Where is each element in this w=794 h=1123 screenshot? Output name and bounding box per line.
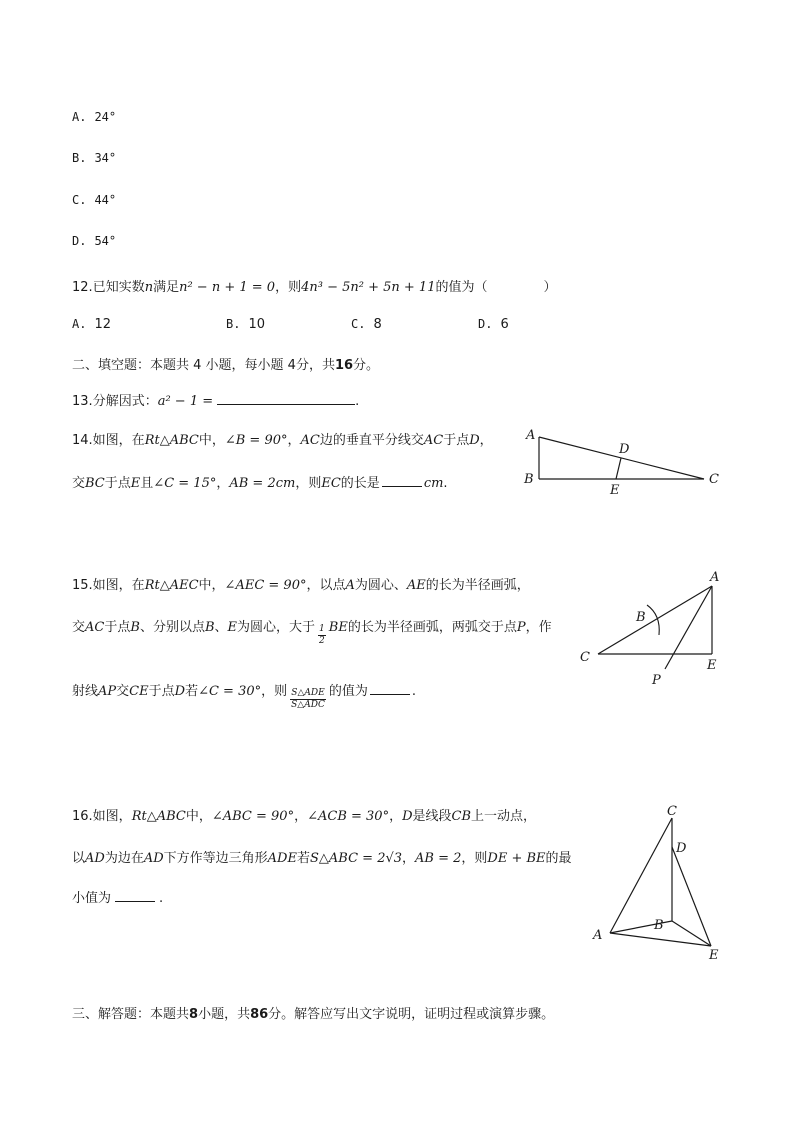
text: 为圆心，大于 [237,620,316,635]
math: Rt△AEC [144,578,199,593]
option-c [72,193,116,207]
numerator: S△ADE [291,688,325,698]
option-d [72,234,116,248]
math: P [516,620,526,635]
text: 中， [198,433,225,448]
text: 二、填空题：本题共 4 小题，每小题 4分，共 [72,358,335,373]
math: 4n³ − 5n² + 5n + 11 [301,280,436,295]
math: a² − 1 = [157,394,214,409]
text: ， [216,476,230,491]
ray-ap [665,586,712,669]
section-2-heading [72,354,379,373]
text: 中， [198,578,225,593]
q14-figure [518,425,728,500]
text: ，则 [275,280,302,295]
math: BE [328,620,348,635]
text: 14.如图，在 [72,433,145,448]
text: ， [402,851,416,866]
math: ∠B = 90° [224,433,288,448]
math: AB = 2 [415,851,462,866]
math: D [469,433,480,448]
math: AC [423,433,444,448]
text: 的长为半径画弧，两弧交于点 [347,620,517,635]
text: 交 [72,620,86,635]
text: ，作 [525,620,552,635]
text: 交 [72,476,86,491]
math: A [345,578,355,593]
math: B [130,620,140,635]
text: 于点 [104,476,131,491]
option-b [72,151,116,165]
math: DE + BE [487,851,546,866]
option-label: A. [72,317,87,331]
text: ，则 [461,851,488,866]
math: AC [300,433,320,448]
math: CB [451,809,472,824]
math: ∠C = 30° [198,684,262,699]
text: 若 [296,851,310,866]
question-number: 12. [72,280,93,295]
area-ratio [290,688,326,711]
section-3-heading [72,1003,554,1022]
option-label: A. [72,110,87,124]
segment-ca [598,586,712,654]
score: 16 [334,358,354,373]
q12-option-b [226,317,265,332]
text: 小值为 [72,891,112,906]
math: E [227,620,238,635]
arc [647,605,659,635]
text: ， [389,809,403,824]
label-c: C [580,650,590,665]
question-16-line-2 [72,847,572,866]
text: 的最 [545,851,572,866]
text: 、分别以点 [139,620,205,635]
text: ，则 [261,684,288,699]
denominator: S△ADC [291,700,325,710]
text: 已知实数 [92,280,145,295]
math: D [174,684,186,699]
text: 分解因式： [92,394,158,409]
text: ，以点 [306,578,346,593]
option-text: 6 [500,317,509,332]
option-text: 24° [94,110,117,124]
option-text: 8 [373,317,382,332]
option-text: 44° [94,193,117,207]
math: B [204,620,215,635]
label-a: A [710,570,720,585]
score: 86 [250,1007,269,1022]
text: ） [543,280,557,295]
text: 的长为半径画弧， [425,578,530,593]
math: AC [85,620,105,635]
segment-ac [610,818,672,933]
label-c: C [709,472,719,487]
option-label: B. [226,317,241,331]
label-c: C [667,804,677,819]
text: 以 [72,851,86,866]
text: 为边在 [104,851,144,866]
option-text: 12 [94,317,111,332]
question-15-line-2 [72,616,552,647]
label-e: E [610,483,620,498]
label-b: B [524,472,534,487]
text: 是线段 [412,809,452,824]
text: 分。解答应写出文字说明，证明过程或演算步骤。 [268,1007,555,1022]
label-a: A [526,428,536,443]
option-label: D. [72,234,87,248]
question-12 [72,276,557,295]
text: 三、解答题：本题共 [72,1007,190,1022]
text: . [443,476,448,491]
text: 于点 [104,620,131,635]
question-15-line-3 [72,678,416,711]
math: E [130,476,141,491]
math: ∠ACB = 30° [307,809,390,824]
count: 8 [189,1007,199,1022]
q15-figure [575,565,735,695]
question-16-line-3 [72,887,163,906]
text: 的值为（ [435,280,488,295]
option-text: 34° [94,151,117,165]
text: 上一动点， [471,809,537,824]
q12-option-a [72,317,111,332]
math: BC [85,476,105,491]
text: 满足 [153,280,180,295]
text: ， [294,809,308,824]
question-13 [72,390,359,409]
math: D [402,809,413,824]
label-a: A [593,928,603,943]
text: 射线 [72,684,99,699]
label-b: B [654,918,664,933]
text: 16.如图， [72,809,132,824]
math: Rt△ABC [144,433,199,448]
text: 于点 [443,433,470,448]
math: AP [98,684,117,699]
answer-blank[interactable] [370,682,410,695]
answer-blank[interactable] [115,889,155,902]
text: 中， [185,809,212,824]
text: 、 [214,620,228,635]
question-number: 13. [72,394,93,409]
q12-option-d [478,317,509,332]
fraction-half [318,624,326,647]
option-label: C. [351,317,366,331]
text: 且 [140,476,154,491]
segment-de [672,847,711,946]
text: . [159,891,164,906]
q12-option-c [351,317,382,332]
text: ， [287,433,301,448]
math: S△ABC = 2√3 [310,851,403,866]
math: ADE [267,851,297,866]
option-label: C. [72,193,87,207]
numerator: 1 [319,624,325,634]
denominator: 2 [319,636,325,646]
label-d: D [676,841,687,856]
math: ∠AEC = 90° [224,578,307,593]
math: AE [406,578,426,593]
math: AD [143,851,164,866]
text: . [355,394,360,409]
option-text: 54° [94,234,117,248]
label-e: E [709,948,719,963]
segment-de [616,458,621,479]
q16-figure [588,800,728,965]
question-14-line-2 [72,472,448,491]
text: ，则 [295,476,322,491]
text: 的值为 [328,684,368,699]
text: . [411,684,416,699]
math: n [144,280,154,295]
label-d: D [619,442,630,457]
segment-ae [610,933,711,946]
text: 分。 [353,358,380,373]
math: Rt△ABC [131,809,186,824]
option-label: B. [72,151,87,165]
math: AD [85,851,105,866]
label-b: B [636,610,646,625]
math: n² − n + 1 = 0 [179,280,276,295]
text: ， [479,433,493,448]
math: ∠ABC = 90° [211,809,295,824]
math: cm [423,476,444,491]
text: 交 [116,684,130,699]
question-16-line-1 [72,805,536,824]
math: ∠C = 15° [153,476,217,491]
text: 小题，共 [198,1007,251,1022]
text: 的长是 [340,476,380,491]
text: 边的垂直平分线交 [319,433,424,448]
label-e: E [707,658,717,673]
answer-blank[interactable] [382,474,422,487]
math: AB = 2cm [229,476,296,491]
math: CE [129,684,149,699]
label-p: P [652,673,661,688]
option-label: D. [478,317,493,331]
answer-blank[interactable] [217,392,355,405]
math: EC [321,476,341,491]
text: 为圆心、 [354,578,407,593]
option-a [72,110,116,124]
text: 下方作等边三角形 [163,851,268,866]
question-15-line-1 [72,574,530,593]
text: 于点 [148,684,175,699]
question-14-line-1 [72,429,493,448]
text: 15.如图，在 [72,578,145,593]
text: 若 [185,684,199,699]
option-text: 10 [248,317,265,332]
